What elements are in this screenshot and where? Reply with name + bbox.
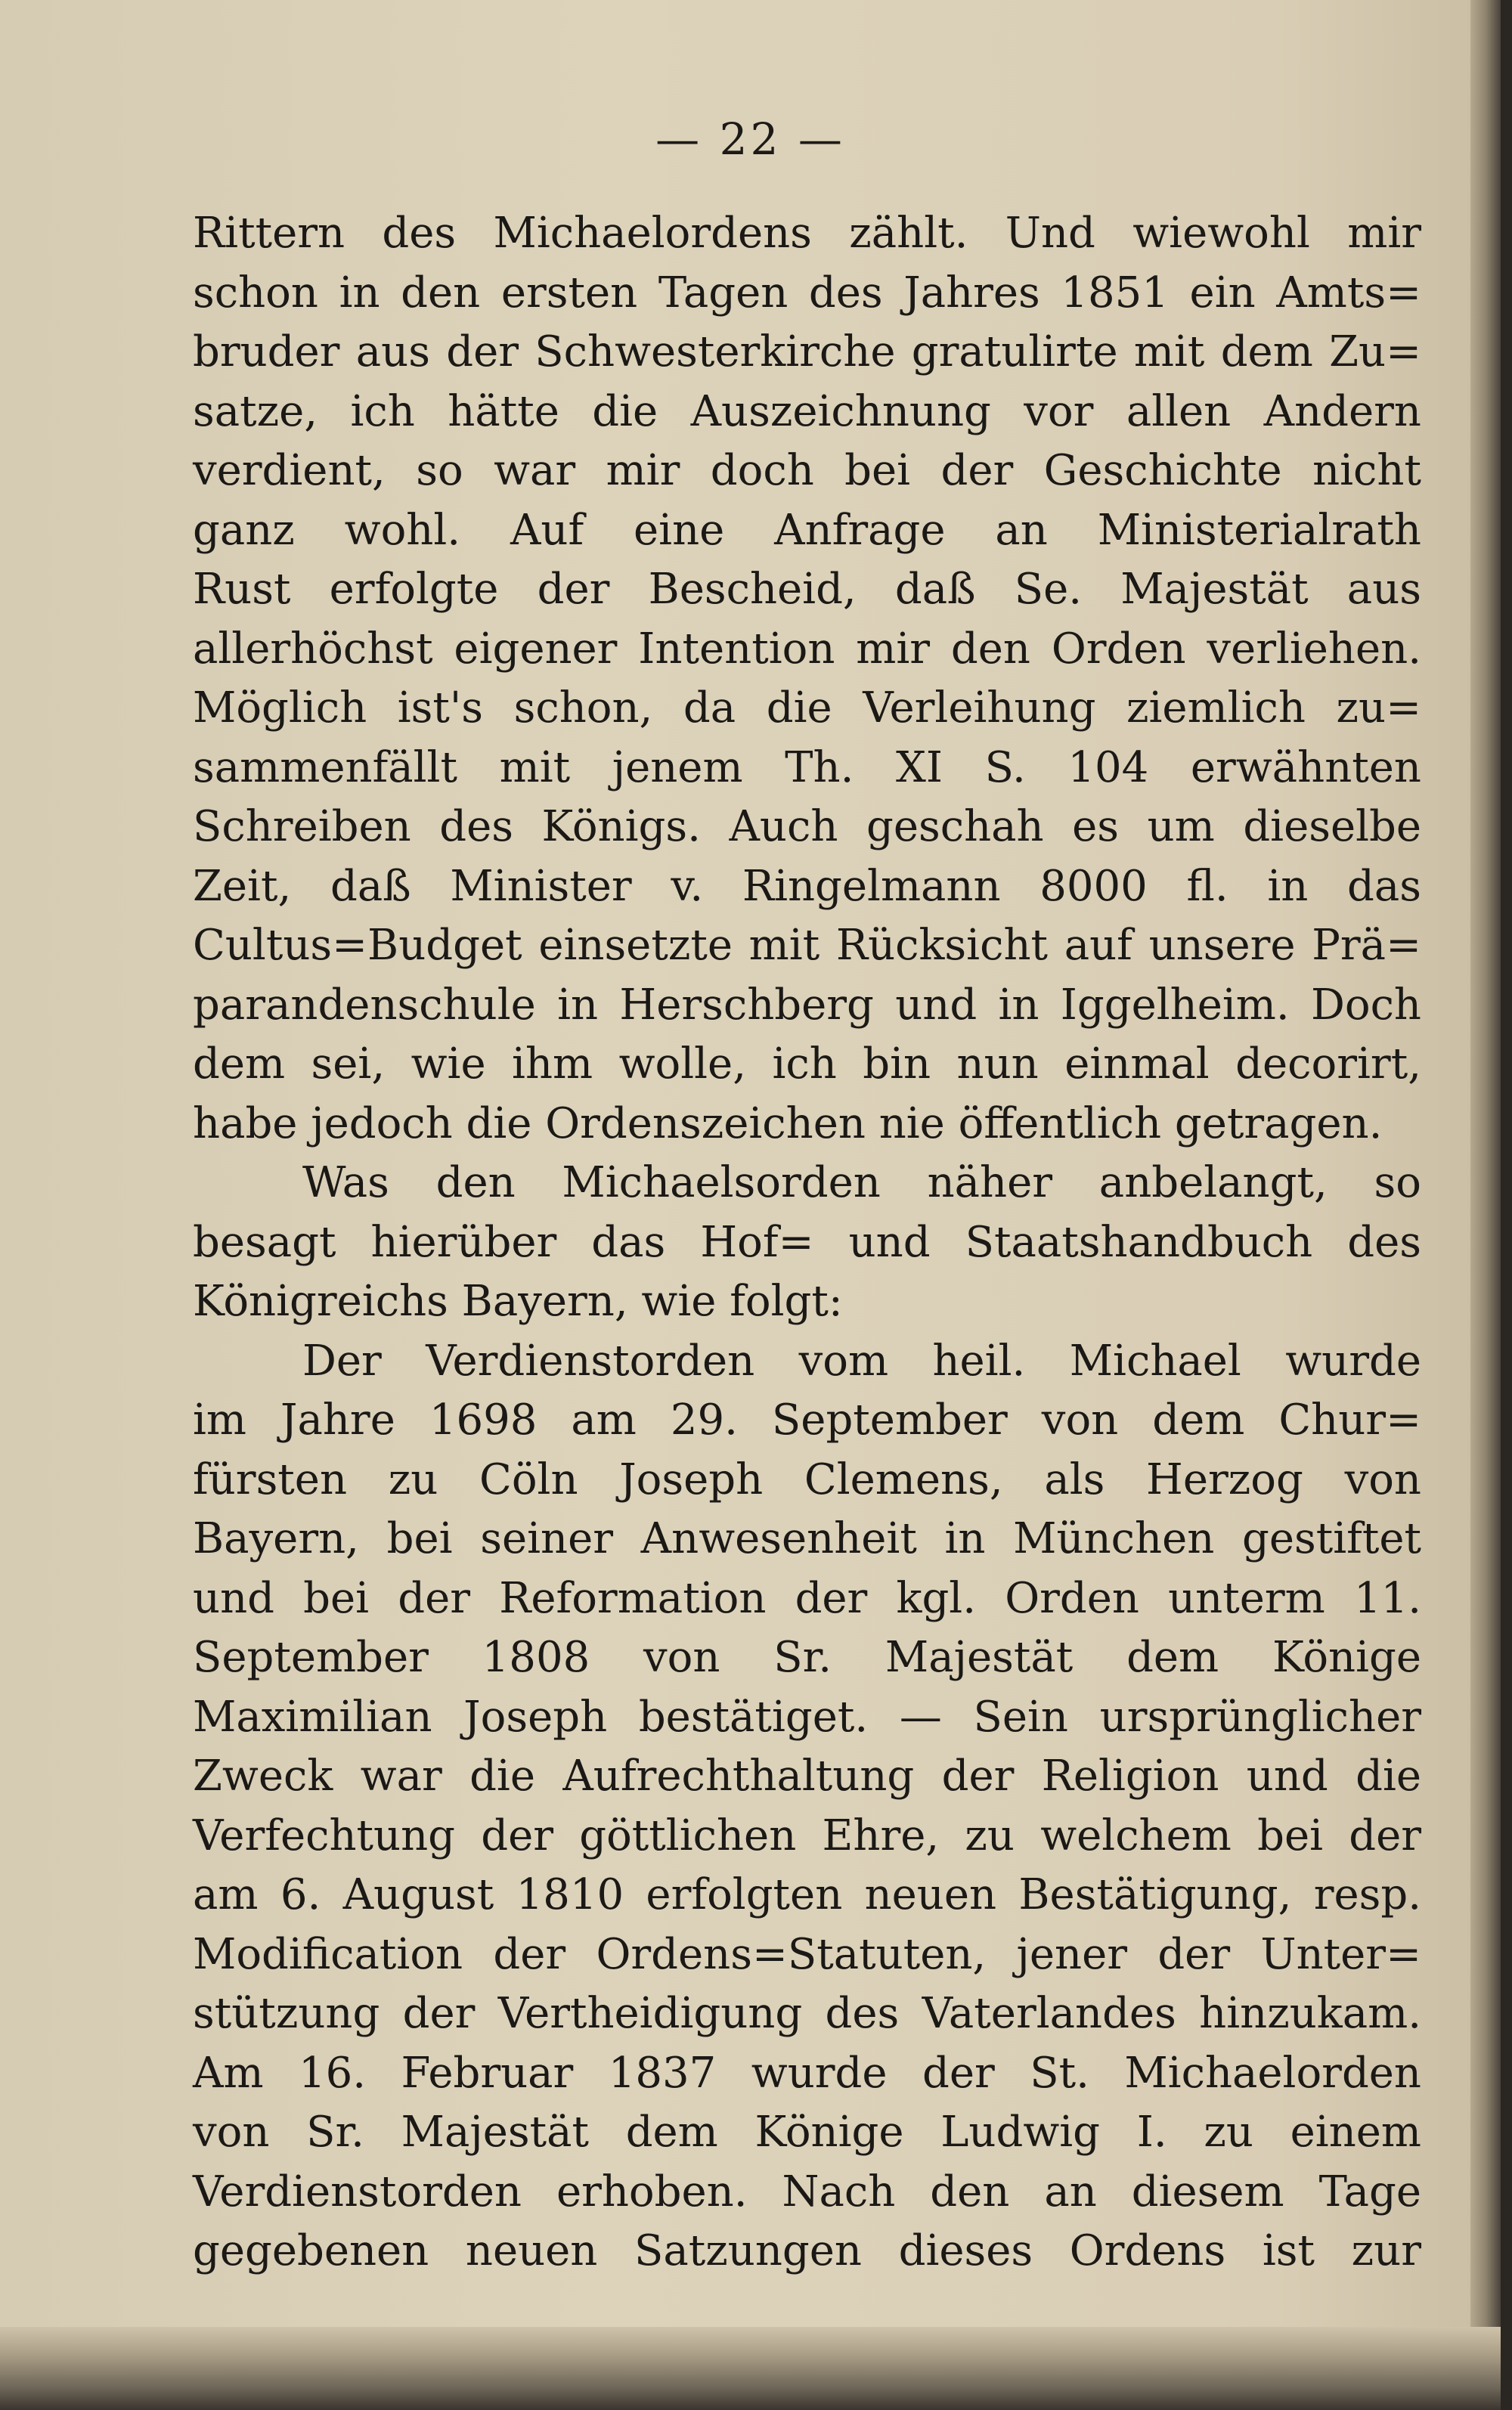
text-line: und bei der Reformation der kgl. Orden unterm 11. xyxy=(193,1573,1421,1623)
text-line: von Sr. Majestät dem Könige Ludwig I. zu einem xyxy=(193,2108,1421,2157)
text-line: Maximilian Joseph bestätiget. — Sein ursprünglicher xyxy=(193,1692,1421,1742)
text-line: habe jedoch die Ordenszeichen nie öffentlich getragen. xyxy=(193,1098,1383,1148)
text-line: Was den Michaelsorden näher anbelangt, so xyxy=(302,1158,1421,1207)
text-line: besagt hierüber das Hof= und Staatshandbuch des xyxy=(193,1217,1421,1267)
text-line: Schreiben des Königs. Auch geschah es um dieselbe xyxy=(193,802,1421,851)
text-line: Zeit, daß Minister v. Ringelmann 8000 fl. in das xyxy=(193,861,1421,911)
text-line: Der Verdienstorden vom heil. Michael wurde xyxy=(302,1336,1421,1386)
text-line: verdient, so war mir doch bei der Geschichte nicht xyxy=(193,446,1421,495)
text-line: Zweck war die Aufrechthaltung der Religion und die xyxy=(193,1752,1421,1801)
text-line: fürsten zu Cöln Joseph Clemens, als Herzog von xyxy=(193,1454,1421,1504)
text-line: Rittern des Michaelordens zählt. Und wiewohl mir xyxy=(193,209,1421,258)
text-line: bruder aus der Schwesterkirche gratulirte mit dem Zu= xyxy=(193,327,1421,376)
text-line: Möglich ist's schon, da die Verleihung ziemlich zu= xyxy=(193,683,1421,733)
text-line: Königreichs Bayern, wie folgt: xyxy=(193,1277,843,1326)
page-number: — 22 — xyxy=(655,113,845,165)
text-line: sammenfällt mit jenem Th. XI S. 104 erwähnten xyxy=(193,742,1421,792)
text-line: am 6. August 1810 erfolgten neuen Bestätigung, resp. xyxy=(193,1870,1421,1919)
text-line: dem sei, wie ihm wolle, ich bin nun einmal decorirt, xyxy=(193,1039,1421,1089)
body-text xyxy=(193,204,1421,2281)
text-line: parandenschule in Herschberg und in Iggelheim. Doch xyxy=(193,980,1421,1030)
text-line: Bayern, bei seiner Anwesenheit in München gestiftet xyxy=(193,1514,1421,1563)
text-line: Rust erfolgte der Bescheid, daß Se. Majestät aus xyxy=(193,565,1421,614)
text-line: im Jahre 1698 am 29. September von dem Chur= xyxy=(193,1396,1421,1445)
text-line: Cultus=Budget einsetzte mit Rücksicht auf unsere Prä= xyxy=(193,921,1421,970)
text-line: gegebenen neuen Satzungen dieses Ordens ist zur xyxy=(193,2226,1421,2275)
text-line: stützung der Vertheidigung des Vaterlandes hinzukam. xyxy=(193,1989,1421,2038)
text-line: satze, ich hätte die Auszeichnung vor allen Andern xyxy=(193,386,1421,436)
text-line: Modification der Ordens=Statuten, jener der Unter= xyxy=(193,1929,1421,1979)
page-edge xyxy=(1470,0,1501,2410)
text-line: September 1808 von Sr. Majestät dem Könige xyxy=(193,1633,1421,1682)
text-line: allerhöchst eigener Intention mir den Orden verliehen. xyxy=(193,624,1421,674)
text-line: ganz wohl. Auf eine Anfrage an Ministerialrath xyxy=(193,505,1421,555)
text-line: Am 16. Februar 1837 wurde der St. Michaelorden xyxy=(193,2048,1421,2098)
text-line: Verdienstorden erhoben. Nach den an diesem Tage xyxy=(193,2167,1421,2216)
text-line: Verfechtung der göttlichen Ehre, zu welchem bei der xyxy=(193,1811,1421,1860)
text-line: schon in den ersten Tagen des Jahres 1851 ein Amts= xyxy=(193,268,1421,318)
page-bottom-edge xyxy=(0,2327,1501,2410)
